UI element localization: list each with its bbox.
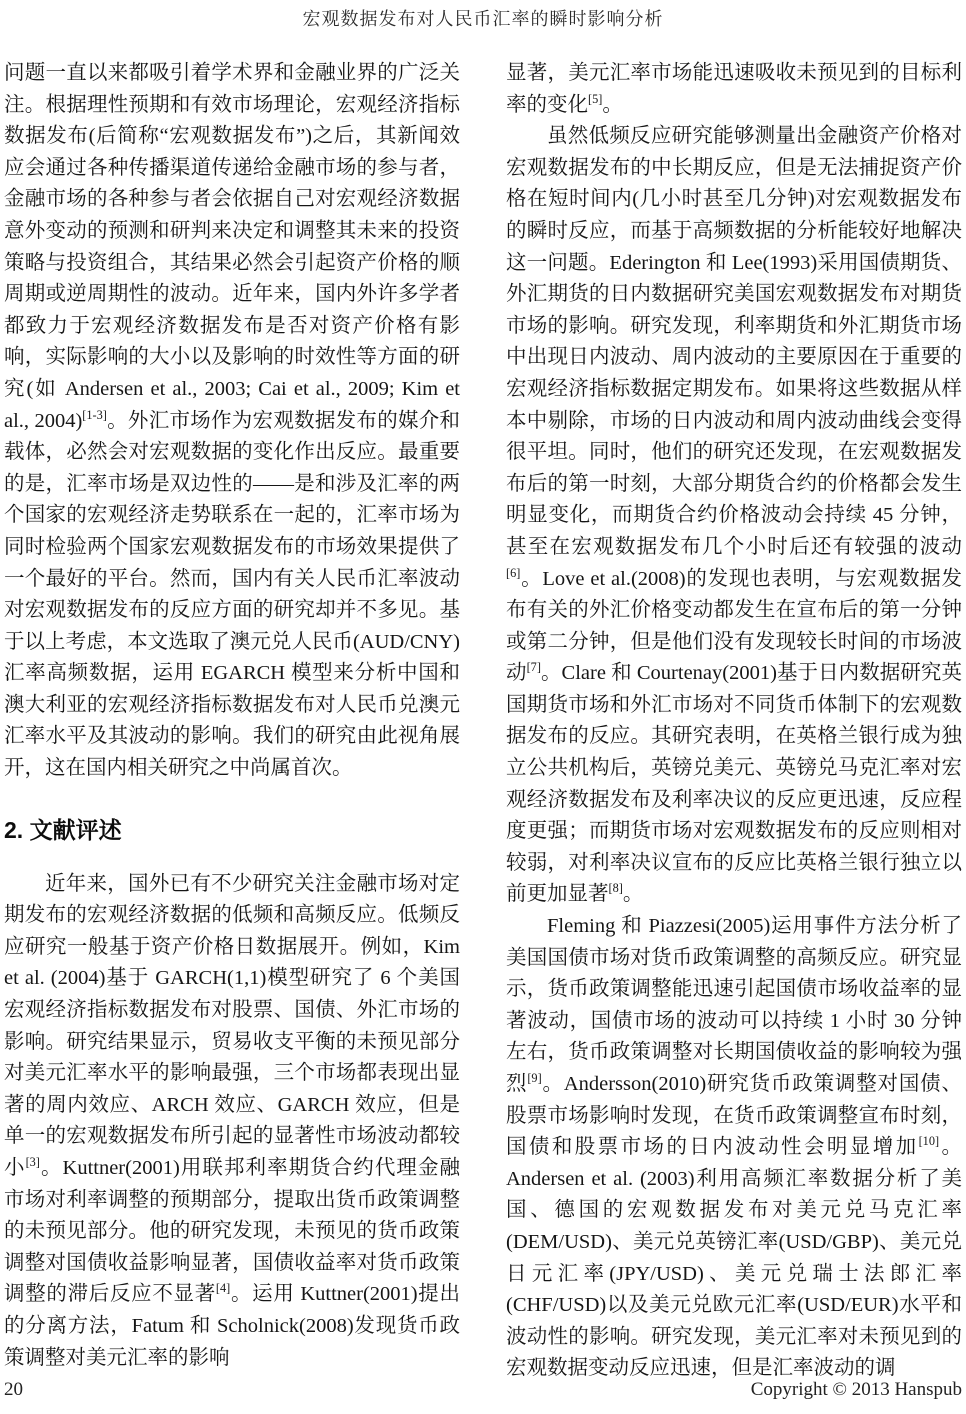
paragraph-introduction-continued: 问题一直以来都吸引着学术界和金融业界的广泛关注。根据理性预期和有效市场理论，宏观经济指标数据发布(后简称“宏观数据发布”)之后，其新闻效应会通过各种传播渠道传递给金融市场的参与者，金融市场的各种参与者会依据自己对宏观经济数据意外变动的预测和研判来决定和调整其未来的投资策略与投资组合，其结果必然会引起资产价格的顺周期或逆周期性的波动。近年来，国内外许多学者都致力于宏观经济数据发布是否对资产价格有影响，实际影响的大小以及影响的时效性等方面的研究(如 Andersen et al., 2003; Cai et al., 2009; Kim et al., 2004)[1-3]。外汇市场作为宏观数据发布的媒介和载体，必然会对宏观数据的变化作出反应。最重要的是，汇率市场是双边性的——是和涉及汇率的两个国家的宏观经济走势联系在一起的，汇率市场为同时检验两个国家宏观数据发布的市场效果提供了一个最好的平台。然而，国内有关人民币汇率波动对宏观数据发布的反应方面的研究却并不多见。基于以上考虑，本文选取了澳元兑人民币(AUD/CNY)汇率高频数据，运用 EGARCH 模型来分析中国和澳大利亚的宏观经济指标数据发布对人民币兑澳元汇率水平及其波动的影响。我们的研究由此视角展开，这在国内相关研究之中尚属首次。 [4,62,461,780]
paragraph-fleming-piazzesi: Fleming 和 Piazzesi(2005)运用事件方法分析了美国国债市场对货币政策调整的高频反应。研究显示，货币政策调整能迅速引起国债市场收益率的显著波动，国债市场的波动可以持续 1 小时 30 分钟左右，货币政策调整对长期国债收益的影响较为强烈[9]。Andersson(2010)研究货币政策调整对国债、股票市场影响时发现，在货币政策调整宣布时刻，国债和股票市场的日内波动性会明显增加[10]。Andersen et al. (2003)利用高频汇率数据分析了美国、德国的宏观数据发布对美元兑马克汇率(DEM/USD)、美元兑英镑汇率(USD/GBP)、美元兑日元汇率(JPY/USD)、美元兑瑞士法郎汇率(CHF/USD)以及美元兑欧元汇率(USD/EUR)水平和波动性的影响。研究发现，美元汇率对未预见到的宏观数据变动反应迅速，但是汇率波动的调 [506,915,963,1380]
two-column-body [4,58,962,1385]
left-column [4,58,460,1385]
running-head-title: 宏观数据发布对人民币汇率的瞬时影响分析 [302,9,664,29]
section-heading-literature-review: 2. 文献评述 [4,816,122,843]
page-footer [4,1379,962,1401]
copyright-notice: Copyright © 2013 Hanspub [750,1379,962,1400]
page-number: 20 [4,1379,23,1400]
paragraph-continuation-from-left: 显著，美元汇率市场能迅速吸收未预见到的目标利率的变化[5]。 [506,62,962,116]
paragraph-literature-review: 近年来，国外已有不少研究关注金融市场对定期发布的宏观经济数据的低频和高频反应。低频反应研究一般基于资产价格日数据展开。例如，Kim et al. (2004)基于 GARCH(1,1)模型研究了 6 个美国宏观经济指标数据发布对股票、国债、外汇市场的影响。研究结果显示，贸易收支平衡的未预见部分对美元汇率水平的影响最强，三个市场都表现出显著的周内效应、ARCH 效应、GARCH 效应，但是单一的宏观数据发布所引起的显著性市场波动都较小[3]。Kuttner(2001)用联邦利率期货合约代理金融市场对利率调整的预期部分，提取出货币政策调整的未预见部分。他的研究发现，未预见的货币政策调整对国债收益影响显著，国债收益率对货币政策调整的滞后反应不显著[4]。运用 Kuttner(2001)提出的分离方法，Fatum 和 Scholnick(2008)发现货币政策调整对美元汇率的影响 [4,872,461,1369]
right-column [506,58,962,1385]
paragraph-high-frequency-studies: 虽然低频反应研究能够测量出金融资产价格对宏观数据发布的中长期反应，但是无法捕捉资产价格在短时间内(几小时甚至几分钟)对宏观数据发布的瞬时反应，而基于高频数据的分析能较好地解决这一问题。Ederington 和 Lee(1993)采用国债期货、外汇期货的日内数据研究美国宏观数据发布对期货市场的影响。研究发现，利率期货和外汇期货市场中出现日内波动、周内波动的主要原因在于重要的宏观经济指标数据定期发布。如果将这些数据从样本中剔除，市场的日内波动和周内波动曲线会变得很平坦。同时，他们的研究还发现，在宏观数据发布后的第一时刻，大部分期货合约的价格都会发生明显变化，而期货合约价格波动会持续 45 分钟，甚至在宏观数据发布几个小时后还有较强的波动[6]。Love et al.(2008)的发现也表明，与宏观数据发布有关的外汇价格变动都发生在宣布后的第一分钟或第二分钟，但是他们没有发现较长时间的市场波动[7]。Clare 和 Courtenay(2001)基于日内数据研究英国期货市场和外汇市场对不同货币体制下的宏观数据发布的反应。其研究表明，在英格兰银行成为独立公共机构后，英镑兑美元、英镑兑马克汇率对宏观经济数据发布及利率决议的反应更迅速，反应程度更强；而期货市场对宏观数据发布的反应则相对较弱，对利率决议宣布的反应比英格兰银行独立以前更加显著[8]。 [506,125,963,906]
